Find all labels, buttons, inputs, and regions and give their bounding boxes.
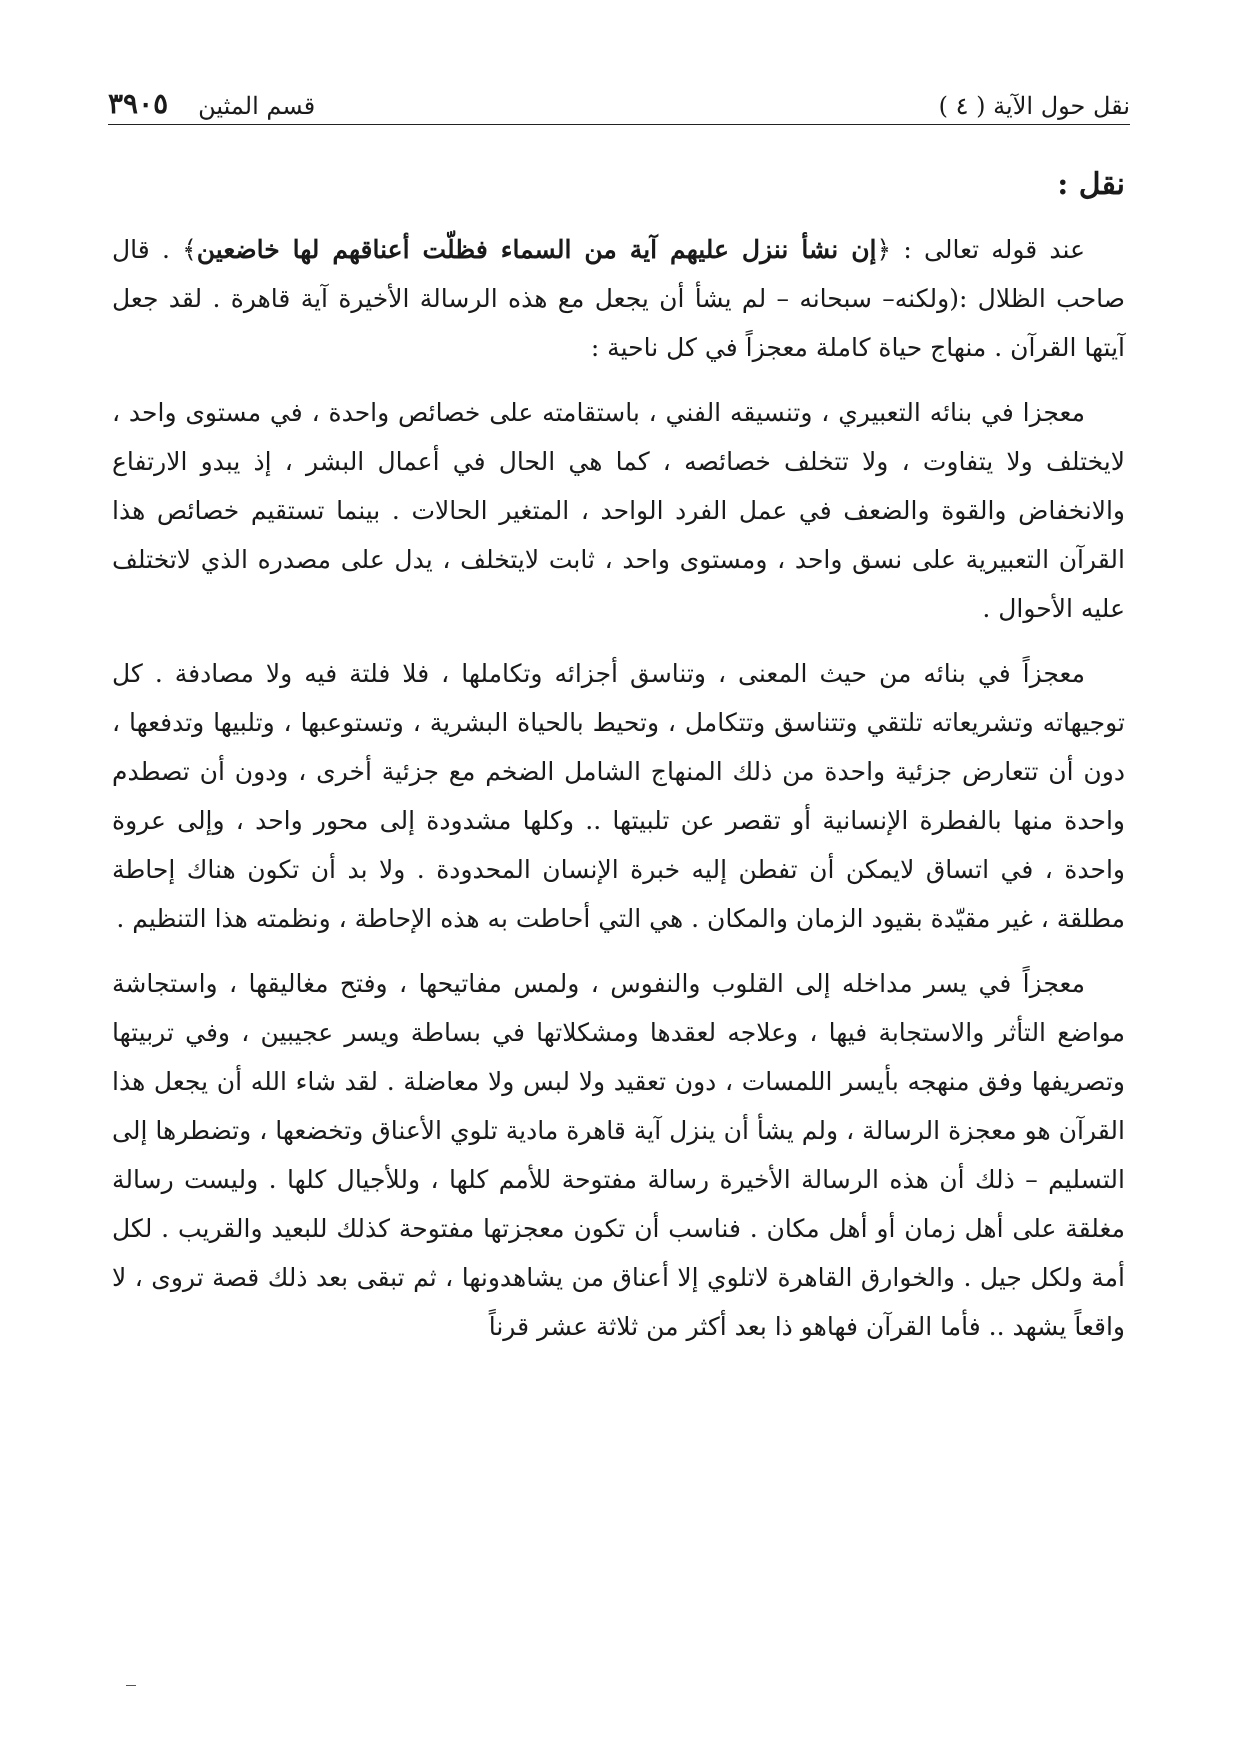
page-body <box>112 160 1125 1367</box>
paragraph-1-rest: ﴾ . قال صاحب الظلال :(ولكنه– سبحانه – لم يشأ أن يجعل مع هذه الرسالة الأخيرة آية قاهرة . لقد جعل آيتها القرآن . منهاج حياة كاملة معجزاً في كل ناحية : <box>112 235 1125 362</box>
page-number: ٣٩٠٥ <box>108 87 169 120</box>
paragraph-3: معجزاً في بنائه من حيث المعنى ، وتناسق أجزائه وتكاملها ، فلا فلتة فيه ولا مصادفة . كل توجيهاته وتشريعاته تلتقي وتتناسق وتتكامل ، وتحيط بالحياة البشرية ، وتستوعبها ، وتلبيها وتدفعها ، دون أن تتعارض جزئية واحدة من ذلك المنهاج الشامل الضخم مع جزئية أخرى ، ودون أن تصطدم واحدة منها بالفطرة الإنسانية أو تقصر عن تلبيتها .. وكلها مشدودة إلى محور واحد ، وإلى عروة واحدة ، في اتساق لايمكن أن تفطن إليه خبرة الإنسان المحدودة . ولا بد أن تكون هناك إحاطة مطلقة ، غير مقيّدة بقيود الزمان والمكان . هي التي أحاطت به هذه الإحاطة ، ونظمته هذا التنظيم . <box>112 659 1125 933</box>
footer-mark <box>126 1685 136 1686</box>
section-name: قسم المثين <box>198 92 316 120</box>
header-divider <box>108 124 1130 125</box>
section-heading: نقل : <box>1057 167 1125 202</box>
paragraph-1 <box>112 225 1125 372</box>
paragraph-2: معجزا في بنائه التعبيري ، وتنسيقه الفني ، باستقامته على خصائص واحدة ، في مستوى واحد ، لايختلف ولا يتفاوت ، ولا تتخلف خصائصه ، كما هي الحال في أعمال البشر ، إذ يبدو الارتفاع والانخفاض والقوة والضعف في عمل الفرد الواحد ، المتغير الحالات . بينما تستقيم خصائص هذا القرآن التعبيرية على نسق واحد ، ومستوى واحد ، ثابت لايتخلف ، يدل على مصدره الذي لاتختلف عليه الأحوال . <box>112 398 1125 623</box>
running-title: نقل حول الآية ( ٤ ) <box>938 92 1130 120</box>
paragraph-1-intro: عند قوله تعالى : ﴿ <box>876 235 1085 264</box>
quran-verse: إن نشأ ننزل عليهم آية من السماء فظلّت أعناقهم لها خاضعين <box>196 235 877 264</box>
paragraph-4: معجزاً في يسر مداخله إلى القلوب والنفوس ، ولمس مفاتيحها ، وفتح مغاليقها ، واستجاشة مواضع التأثر والاستجابة فيها ، وعلاجه لعقدها ومشكلاتها في بساطة ويسر عجيبين ، وفي تربيتها وتصريفها وفق منهجه بأيسر اللمسات ، دون تعقيد ولا لبس ولا معاضلة . لقد شاء الله أن يجعل هذا القرآن هو معجزة الرسالة ، ولم يشأ أن ينزل آية قاهرة مادية تلوي الأعناق وتخضعها ، وتضطرها إلى التسليم – ذلك أن هذه الرسالة الأخيرة رسالة مفتوحة للأمم كلها ، وللأجيال كلها . وليست رسالة مغلقة على أهل زمان أو أهل مكان . فناسب أن تكون معجزتها مفتوحة كذلك للبعيد والقريب . لكل أمة ولكل جيل . والخوارق القاهرة لاتلوي إلا أعناق من يشاهدونها ، ثم تبقى بعد ذلك قصة تروى ، لا واقعاً يشهد .. فأما القرآن فهاهو ذا بعد أكثر من ثلاثة عشر قرناً <box>112 969 1125 1341</box>
header-left-group <box>108 87 315 120</box>
page-header <box>108 70 1130 120</box>
